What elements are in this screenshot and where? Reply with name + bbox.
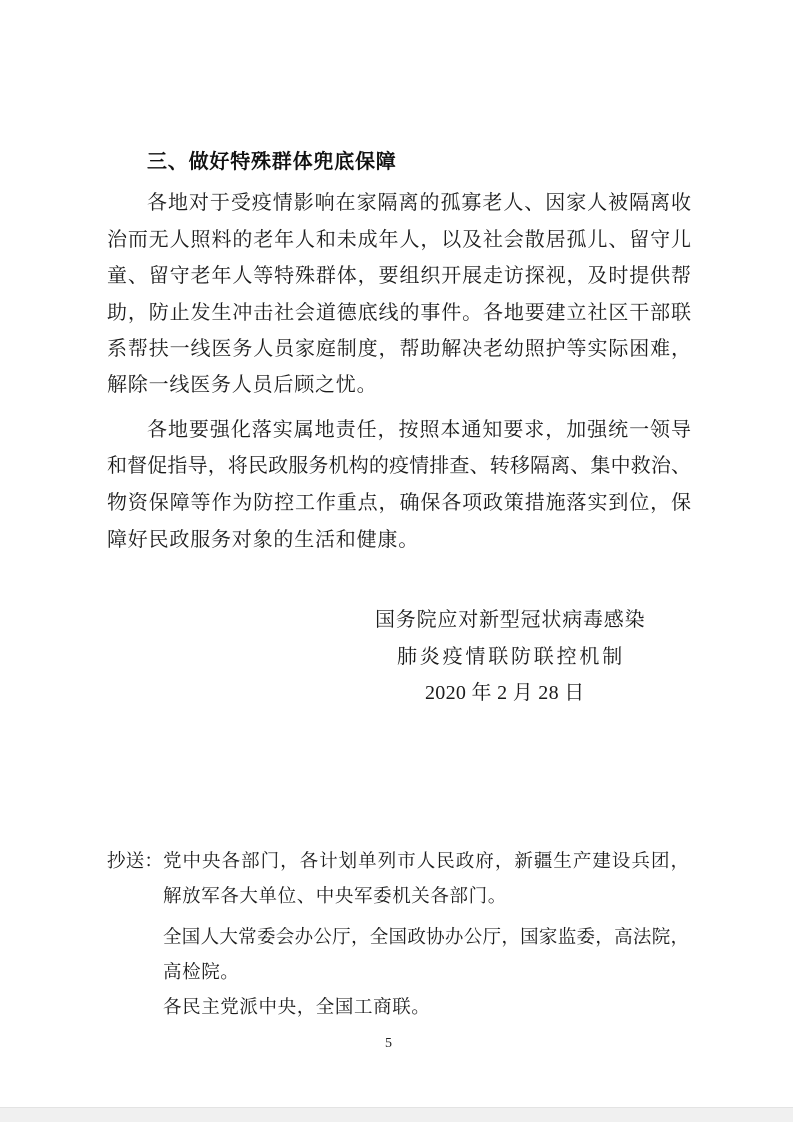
cc-line: 各民主党派中央，全国工商联。 <box>163 998 431 1018</box>
paragraph-line: 童、留守老年人等特殊群体，要组织开展走访探视，及时提供帮 <box>107 265 691 287</box>
signature-issuer-line: 肺炎疫情联防联控机制 <box>397 646 625 668</box>
bottom-strip <box>0 1107 793 1122</box>
signature-issuer-line: 国务院应对新型冠状病毒感染 <box>375 609 646 631</box>
paragraph-line: 和督促指导，将民政服务机构的疫情排查、转移隔离、集中救治、 <box>107 455 691 477</box>
paragraph-line: 各地要强化落实属地责任，按照本通知要求，加强统一领导 <box>147 419 691 441</box>
paragraph-line: 系帮扶一线医务人员家庭制度，帮助解决老幼照护等实际困难， <box>107 338 691 360</box>
cc-line: 党中央各部门，各计划单列市人民政府，新疆生产建设兵团， <box>163 852 689 872</box>
section-heading: 三、做好特殊群体兜底保障 <box>147 149 397 173</box>
paragraph-line: 物资保障等作为防控工作重点，确保各项政策措施落实到位，保 <box>107 492 691 514</box>
cc-line: 高检院。 <box>163 963 240 983</box>
paragraph-line: 各地对于受疫情影响在家隔离的孤寡老人、因家人被隔离收 <box>147 192 691 214</box>
paragraph-line: 助，防止发生冲击社会道德底线的事件。各地要建立社区干部联 <box>107 302 691 324</box>
cc-label: 抄送： <box>107 852 164 872</box>
paragraph-line: 解除一线医务人员后顾之忧。 <box>107 374 378 396</box>
cc-line: 全国人大常委会办公厅，全国政协办公厅，国家监委，高法院， <box>163 928 689 948</box>
page-number: 5 <box>385 1036 392 1051</box>
paragraph-line: 治而无人照料的老年人和未成年人，以及社会散居孤儿、留守儿 <box>107 229 691 251</box>
paragraph-line: 障好民政服务对象的生活和健康。 <box>107 529 419 551</box>
signature-date: 2020 年 2 月 28 日 <box>425 682 585 704</box>
cc-line: 解放军各大单位、中央军委机关各部门。 <box>163 887 507 907</box>
